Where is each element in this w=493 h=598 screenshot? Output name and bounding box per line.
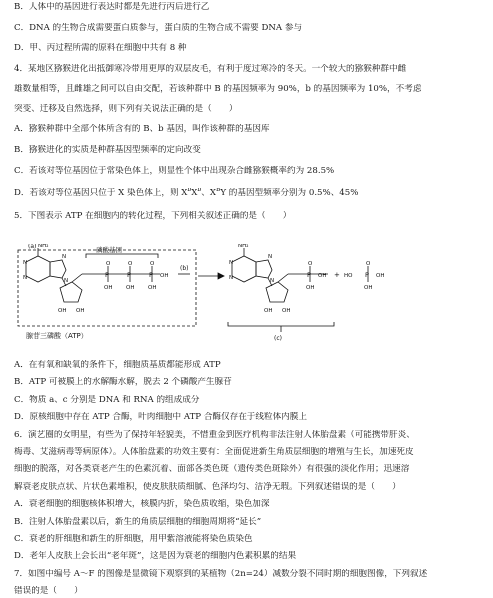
ribose-left [60,282,82,302]
n-atom-3: N [62,254,67,260]
adenine-ring-left [26,256,50,282]
oh-3: OH [148,285,157,291]
atp-label: 腺苷三磷酸（ATP） [26,332,88,340]
p-atom-4: P [307,271,311,279]
question-4-line-3: 突变、迁移及自然选择，则下列有关说法正确的是（ ） [14,104,238,114]
option-3c: C．DNA 的生物合成需要蛋白质参与，蛋白质的生物合成不需要 DNA 参与 [14,23,303,33]
oh-ribose-4: OH [282,308,291,314]
plus-sign: + [334,271,340,279]
n-atom-7: N [268,254,273,260]
p-atom-2: P [127,271,131,279]
amp-bracket [228,322,334,326]
question-5-stem: 5．下图表示 ATP 在细胞内的转化过程，下列相关叙述正确的是（ ） [14,211,292,221]
option-6d: D．老年人皮肤上会长出“老年斑”，这是因为衰老的细胞内色素积累的结果 [14,551,297,562]
question-4-line-1: 4．某地区猕猴进化出抵御寒冷带用更厚的双层皮毛，有利于度过寒冷的冬天。一个较大的猕猴种群中雌 [14,64,407,74]
oh-8: OH [364,285,373,291]
oh-2: OH [126,285,135,291]
ribose-phosphate-bond-right [278,274,288,282]
option-6c: C．衰老的肝细胞和新生的肝细胞，用甲紫溶液能将染色质染色 [14,534,253,544]
option-5d: D．原核细胞中存在 ATP 合酶，叶肉细胞中 ATP 合酶仅存在于线粒体内膜上 [14,412,307,423]
question-6-line-1: 6．演艺圈的女明星，有些为了保持年轻貌美，不惜重金到医疗机构非法注射人体胎盘素（可能携带肝炎、 [14,429,415,440]
option-5b: B．ATP 可被膜上的水解酶水解，脱去 2 个磷酸产生腺苷 [14,377,232,388]
adenine-ring-right [232,256,256,282]
nh2-right: NH₂ [238,244,249,249]
o-atom-1: O [106,261,111,267]
option-6a: A．衰老细胞的细胞核体积增大，核膜内折，染色质收缩，染色加深 [14,499,270,510]
label-b: (b) [180,265,189,272]
o-atom-4: O [308,261,313,267]
n-atom-4: N [64,278,69,284]
p-atom-3: P [149,271,153,279]
atp-conversion-diagram [10,244,390,356]
n-atom-8: N [270,278,275,284]
ribose-phosphate-bond-left [72,274,82,282]
option-6b: B．注射人体胎盘素以后，新生的角质层细胞的细胞周期将“延长” [14,516,262,527]
option-4a: A．猕猴种群中全部个体所含有的 B、b 基因，叫作该种群的基因库 [14,124,270,134]
oh-1: OH [104,285,113,291]
imidazole-ring-left [50,260,66,278]
ho-1: HO [344,273,353,279]
ribose-right [266,282,288,302]
oh-5: OH [306,285,315,291]
question-6-line-4: 解衰老皮肤点状、片状色素堆积，使皮肤肤质细腻、色泽均匀、洁净无瑕。下列叙述错误的是（ ） [14,481,401,492]
reaction-arrow-head [218,273,224,279]
question-6-line-3: 细胞的脱落，对各类衰老产生的色素沉着、面部各类色斑（遗传类色斑除外）有很强的淡化作用；迅速溶 [14,464,410,475]
n-atom-6: N [229,275,234,281]
option-3b: B．人体中的基因进行表达时都是先进行丙后进行乙 [14,2,210,12]
option-5a: A．在有氧和缺氧的条件下，细胞质基质都能形成 ATP [14,360,221,370]
oh-ribose-1: OH [58,308,67,314]
p-atom-1: P [105,271,109,279]
question-7-line-2: 错误的是（ ） [14,586,83,597]
n-atom-1: N [23,260,28,266]
o-atom-3: O [150,261,155,267]
n-atom-2: N [23,275,28,281]
label-c: (c) [274,335,282,342]
oh-ribose-3: OH [264,308,273,314]
option-4c: C．若该对等位基因位于常染色体上，则显性个体中出现杂合雌猕猴概率约为 28.5% [14,166,335,176]
oh-4: OH [160,273,169,279]
oh-6: OH [318,273,327,279]
question-4-line-2: 雄数量相等，且雌雄之间可以自由交配，若该种群中 B 的基因频率为 90%，b 的基因频率为 10%，不考虑 [14,84,422,94]
option-4b: B．猕猴进化的实质是种群基因型频率的定向改变 [14,145,201,155]
n-atom-5: N [229,260,234,266]
oh-7: OH [376,273,385,279]
option-5c: C．物质 a、c 分别是 DNA 和 RNA 的组成成分 [14,394,200,405]
question-7-line-1: 7．如图中编号 A～F 的图像是显微镜下观察到的某植物（2n=24）减数分裂不同时期的细胞图像，下列叙述 [14,568,428,579]
o-atom-5: O [366,261,371,267]
o-atom-2: O [128,261,133,267]
question-6-line-2: 梅毒、艾滋病毒等病原体）。人体胎盘素的功效主要有：全面促进新生角质层细胞的增殖与生长，加速死皮 [14,447,414,457]
phosphate-label: 磷酸基团 [96,246,122,254]
phosphate-bracket [86,254,158,258]
label-a: (a) [28,244,37,250]
option-4d: D．若该对等位基因只位于 X 染色体上，则 $X^bX^b$、$X^BY$ 的基因型频率分别为 0.5%、45% [14,188,359,198]
nh2-left: NH₂ [38,244,49,249]
imidazole-ring-right [256,260,272,278]
p-atom-5: P [365,271,369,279]
option-3d: D．甲、丙过程所需的原料在细胞中共有 8 种 [14,43,187,53]
oh-ribose-2: OH [76,308,85,314]
